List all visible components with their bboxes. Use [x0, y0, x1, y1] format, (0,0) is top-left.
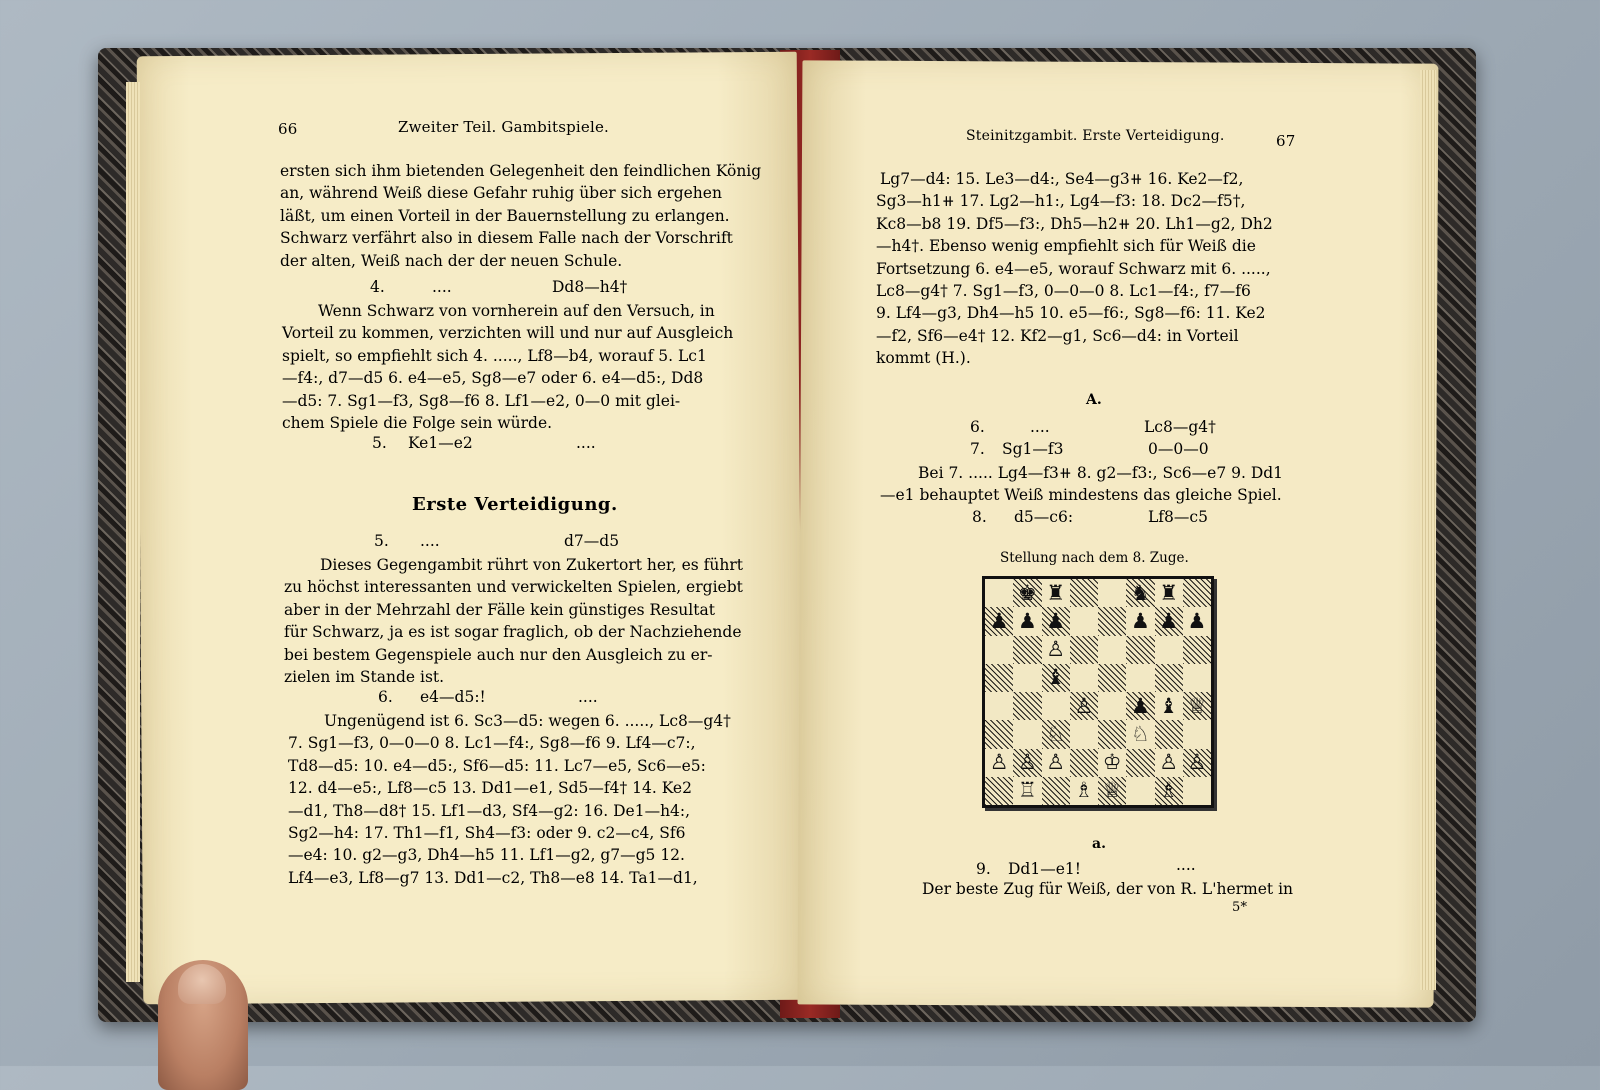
text-line: für Schwarz, ja es ist sogar fraglich, ob der Nachziehende [284, 623, 742, 642]
left-page-edges [126, 82, 140, 982]
chess-piece: ♟ [1187, 608, 1207, 633]
text-line: Ungenügend ist 6. Sc3—d5: wegen 6. ....., Lc8—g4† [324, 712, 731, 730]
chess-piece: ♟ [1017, 608, 1037, 633]
board-square [1042, 579, 1070, 607]
text-line: zielen im Stande ist. [284, 668, 445, 687]
text-line: kommt (H.). [876, 349, 971, 368]
chess-piece: ♘ [1130, 721, 1150, 746]
text-line: Lc8—g4† 7. Sg1—f3, 0—0—0 8. Lc1—f4:, f7—f6 [876, 282, 1251, 301]
board-square [1155, 749, 1183, 777]
text-line: der alten, Weiß nach der der neuen Schule. [280, 251, 623, 270]
board-square [1013, 664, 1041, 692]
chess-piece: ♔ [1102, 750, 1122, 775]
board-square [1126, 749, 1154, 777]
text-line: ersten sich ihm bietenden Gelegenheit den feindlichen König [280, 162, 762, 180]
move-black: 0—0—0 [1148, 440, 1209, 458]
text-line: Vorteil zu kommen, verzichten will und nur auf Ausgleich [282, 324, 734, 343]
board-square [1155, 579, 1183, 607]
board-square [1042, 692, 1070, 720]
move-number: 8. [972, 508, 987, 526]
text-line: Kc8—b8 19. Df5—f3:, Dh5—h2⧺ 20. Lh1—g2, Dh2 [876, 214, 1273, 233]
move-black: .... [1176, 856, 1196, 874]
right-running-head: Steinitzgambit. Erste Verteidigung. [966, 128, 1225, 144]
text-line: aber in der Mehrzahl der Fälle kein günstiges Resultat [284, 600, 715, 619]
move-white: e4—d5:! [420, 688, 486, 706]
board-square [1013, 636, 1041, 664]
board-square [1013, 607, 1041, 635]
left-para-2 [282, 300, 734, 434]
text-line: Lf4—e3, Lf8—g7 13. Dd1—c2, Th8—e8 14. Ta1—d1, [288, 868, 698, 887]
text-line: chem Spiele die Folge sein würde. [282, 414, 553, 433]
board-square [1070, 749, 1098, 777]
board-square [1042, 607, 1070, 635]
text-line: Bei 7. ..... Lg4—f3⧺ 8. g2—f3:, Sc6—e7 9. Dd1 [918, 464, 1284, 482]
board-square [1183, 720, 1211, 748]
text-line: —f4:, d7—d5 6. e4—e5, Sg8—e7 oder 6. e4—d5:, Dd8 [282, 369, 704, 388]
move-number: 6. [378, 688, 393, 706]
chess-piece: ♙ [1159, 750, 1179, 775]
chess-piece: ♟ [989, 608, 1009, 633]
right-para-3 [922, 878, 1322, 900]
board-square [1042, 664, 1070, 692]
move-number: 9. [976, 860, 991, 878]
board-square [1126, 607, 1154, 635]
board-square [1183, 777, 1211, 805]
move-black: Dd8—h4† [552, 278, 628, 296]
chess-piece: ♙ [989, 750, 1009, 775]
chess-piece: ♜ [1046, 580, 1066, 605]
left-page-number: 66 [278, 120, 298, 138]
chess-piece: ♙ [1046, 750, 1066, 775]
text-line: Td8—d5: 10. e4—d5:, Sf6—d5: 11. Lc7—e5, Sc6—e5: [288, 756, 706, 775]
board-square [985, 664, 1013, 692]
chess-piece: ♖ [1017, 778, 1037, 803]
chess-piece: ♟ [1130, 608, 1150, 633]
right-para-1 [876, 168, 1306, 370]
board-square [1183, 636, 1211, 664]
board-square [1155, 607, 1183, 635]
chess-piece: ♗ [1159, 778, 1179, 803]
chess-piece: ♚ [1017, 580, 1037, 605]
board-square [1155, 664, 1183, 692]
board-square [1070, 720, 1098, 748]
move-black: Lf8—c5 [1148, 508, 1208, 526]
text-line: —e1 behauptet Weiß mindestens das gleiche Spiel. [880, 486, 1282, 505]
move-number: 4. [370, 278, 385, 296]
text-line: Sg2—h4: 17. Th1—f1, Sh4—f3: oder 9. c2—c4, Sf6 [288, 824, 686, 843]
board-square [1013, 720, 1041, 748]
signature-mark: 5* [1232, 900, 1248, 915]
board-square [1098, 664, 1126, 692]
right-page-number: 67 [1276, 132, 1296, 150]
board-square [1126, 636, 1154, 664]
move-number: 6. [970, 418, 985, 436]
left-running-head: Zweiter Teil. Gambitspiele. [398, 118, 610, 136]
text-line: Wenn Schwarz von vornherein auf den Versuch, in [318, 302, 715, 320]
board-square [1042, 777, 1070, 805]
board-square [985, 636, 1013, 664]
board-square [1155, 636, 1183, 664]
board-square [1098, 777, 1126, 805]
board-square [1070, 777, 1098, 805]
text-line: —d5: 7. Sg1—f3, Sg8—f6 8. Lf1—e2, 0—0 mit glei- [282, 391, 681, 410]
chess-piece: ♝ [1046, 665, 1066, 690]
chess-piece: ♘ [1046, 721, 1066, 746]
chess-piece: ♗ [1074, 778, 1094, 803]
text-line: 9. Lf4—g3, Dh4—h5 10. e5—f6:, Sg8—f6: 11. Ke2 [876, 304, 1266, 323]
board-square [1155, 720, 1183, 748]
chess-piece: ♟ [1046, 608, 1066, 633]
section-heading: Erste Verteidigung. [412, 494, 618, 515]
diagram-caption: Stellung nach dem 8. Zuge. [1000, 550, 1189, 566]
chess-piece: ♕ [1187, 693, 1207, 718]
chess-piece: ♕ [1102, 778, 1122, 803]
chess-diagram [982, 576, 1214, 808]
board-square [1183, 579, 1211, 607]
chess-piece: ♜ [1159, 580, 1179, 605]
board-square [985, 692, 1013, 720]
text-line: zu höchst interessanten und verwickelten Spielen, ergiebt [284, 578, 743, 597]
board-square [1070, 664, 1098, 692]
text-line: —h4†. Ebenso wenig empfiehlt sich für Weiß die [876, 237, 1256, 256]
board-square [1070, 692, 1098, 720]
text-line: —e4: 10. g2—g3, Dh4—h5 11. Lf1—g2, g7—g5 12. [288, 846, 685, 865]
board-square [1098, 607, 1126, 635]
board-square [985, 720, 1013, 748]
text-line: 12. d4—e5:, Lf8—c5 13. Dd1—e1, Sd5—f4† 14. Ke2 [288, 779, 692, 798]
text-line: Der beste Zug für Weiß, der von R. L'hermet in [922, 880, 1294, 898]
board-square [1098, 636, 1126, 664]
move-white: Ke1—e2 [408, 434, 473, 452]
board-square [1155, 777, 1183, 805]
text-line: —f2, Sf6—e4† 12. Kf2—g1, Sc6—d4: in Vorteil [876, 326, 1239, 345]
board-square [1155, 692, 1183, 720]
section-label-a: a. [1092, 836, 1106, 852]
board-square [985, 607, 1013, 635]
move-white: Sg1—f3 [1002, 440, 1064, 458]
board-square [1183, 607, 1211, 635]
board-square [1013, 777, 1041, 805]
board-square [985, 749, 1013, 777]
text-line: Dieses Gegengambit rührt von Zukertort her, es führt [320, 556, 743, 574]
board-square [1126, 692, 1154, 720]
text-line: —d1, Th8—d8† 15. Lf1—d3, Sf4—g2: 16. De1—h4:, [288, 801, 691, 820]
board-square [1126, 579, 1154, 607]
board-square [1013, 692, 1041, 720]
move-white: d5—c6: [1014, 508, 1074, 526]
board-square [1098, 720, 1126, 748]
text-line: Schwarz verfährt also in diesem Falle nach der Vorschrift [280, 229, 733, 248]
section-label-A: A. [1086, 392, 1102, 408]
board-square [1183, 664, 1211, 692]
text-line: 7. Sg1—f3, 0—0—0 8. Lc1—f4:, Sg8—f6 9. Lf4—c7:, [288, 734, 696, 753]
board-square [985, 777, 1013, 805]
move-black: d7—d5 [564, 532, 620, 550]
move-number: 7. [970, 440, 985, 458]
left-para-3 [284, 554, 743, 688]
board-square [1183, 692, 1211, 720]
chess-piece: ♝ [1159, 693, 1179, 718]
left-para-1 [280, 160, 762, 272]
move-white: .... [1030, 418, 1050, 436]
chess-piece: ♟ [1130, 693, 1150, 718]
board-square [1042, 636, 1070, 664]
chess-piece: ♙ [1017, 750, 1037, 775]
move-number: 5. [372, 434, 387, 452]
move-black: .... [578, 688, 598, 706]
move-black: .... [576, 434, 596, 452]
board-square [1042, 749, 1070, 777]
move-white: .... [432, 278, 452, 296]
board-square [1070, 636, 1098, 664]
board-square [1126, 664, 1154, 692]
chess-piece: ♙ [1046, 637, 1066, 662]
board-square [1013, 749, 1041, 777]
board-square [1098, 749, 1126, 777]
text-line: bei bestem Gegenspiele auch nur den Ausgleich zu er- [284, 645, 713, 664]
text-line: an, während Weiß diese Gefahr ruhig über sich ergehen [280, 184, 722, 203]
board-square [1098, 692, 1126, 720]
board-square [1070, 607, 1098, 635]
right-para-2 [880, 462, 1310, 507]
board-square [1013, 579, 1041, 607]
text-line: Lg7—d4: 15. Le3—d4:, Se4—g3⧺ 16. Ke2—f2, [880, 170, 1244, 188]
chess-piece: ♙ [1187, 750, 1207, 775]
chess-piece: ♞ [1130, 580, 1150, 605]
board-square [985, 579, 1013, 607]
board-square [1042, 720, 1070, 748]
right-page-edges [1420, 70, 1436, 990]
move-white: .... [420, 532, 440, 550]
move-number: 5. [374, 532, 389, 550]
chess-piece: ♙ [1074, 693, 1094, 718]
board-square [1126, 720, 1154, 748]
text-line: Sg3—h1⧺ 17. Lg2—h1:, Lg4—f3: 18. Dc2—f5†, [876, 192, 1246, 211]
text-line: läßt, um einen Vorteil in der Bauernstellung zu erlangen. [280, 206, 730, 225]
board-square [1098, 579, 1126, 607]
chess-piece: ♟ [1159, 608, 1179, 633]
move-white: Dd1—e1! [1008, 860, 1081, 878]
text-line: Fortsetzung 6. e4—e5, worauf Schwarz mit 6. ....., [876, 259, 1271, 278]
move-black: Lc8—g4† [1144, 418, 1216, 436]
text-line: spielt, so empfiehlt sich 4. ....., Lf8—b4, worauf 5. Lc1 [282, 346, 707, 365]
fingernail [178, 964, 226, 1004]
board-square [1126, 777, 1154, 805]
board-square [1183, 749, 1211, 777]
left-para-4 [288, 710, 731, 889]
board-square [1070, 579, 1098, 607]
